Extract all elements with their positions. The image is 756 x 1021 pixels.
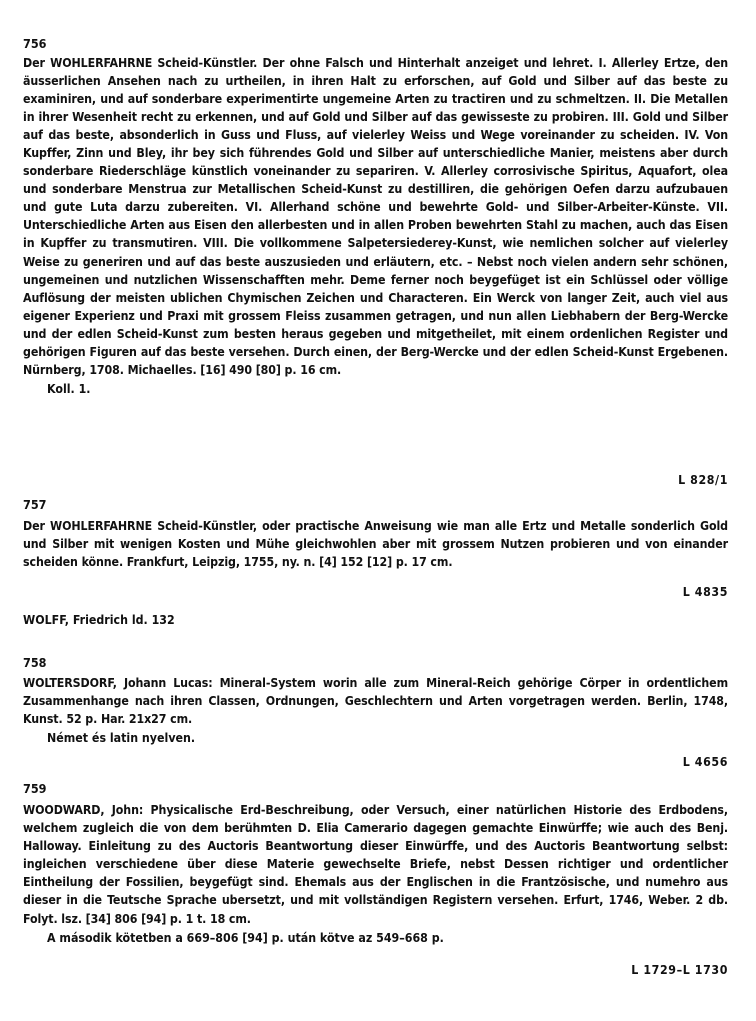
entry-signature: L 4835 <box>682 585 728 599</box>
entry-text: Der WOHLERFAHRNE Scheid-Künstler. Der ohne Falsch und Hinterhalt anzeiget und lehret. I. Allerley Ertze, den äusserlichen Ansehen nach zu urtheilen, in ihren Halt zu erforschen, auf Gold und Silber auf das beste zu examiniren, und auf sonderbare experimentirte ungemeine Arten zu tractiren und zu schmeltzen. II. Die Metallen in ihrer Wesenheit recht zu erkennen, und auf Gold und Silber auf das gewisseste zu probiren. III. Gold und Silber auf das beste, absonderlich in Guss und Fluss, auf vielerley Weiss und Wege voreinander zu scheiden. IV. Von Kupffer, Zinn und Bley, ihr bey sich führendes Gold und Silber auf unterschiedliche Manier, meistens aber durch sonderbare Riederschläge künstlich voneinander zu separiren. V. Allerley corrosivische Spiritus, Aquafort, olea und sonderbare Menstrua zur Metallischen Scheid-Kunst zu destilliren, die gehörigen Oefen darzu aufzubauen und gute Luta darzu zubereiten. VI. Allerhand schöne und bewehrte Gold- und Silber-Arbeiter-Künste. VII. Unterschiedliche Arten aus Eisen den allerbesten und in allen Proben bewehrten Stahl zu machen, auch das Eisen in Kupffer zu transmutiren. VIII. Die vollkommene Salpetersiederey-Kunst, wie nemlichen solcher auf vielerley Weise zu generiren und auf das beste auszusieden und erläutern, etc. – Nebst noch vielen andern sehr schönen, ungemeinen und nutzlichen Wissenschafften mehr. Deme ferner noch beygefüget ist ein Schlüssel oder völlige Auflösung der meisten ublichen Chymischen Zeichen und Characteren. Ein Werck von langer Zeit, auch viel aus eigener Experienz und Praxi mit grossem Fleiss zusammen getragen, und nun allen Liebhabern der Berg-Wercke und der edlen Scheid-Kunst zum besten heraus gegeben und mitgetheilet, mit einem ordenlichen Register und gehörigen Figuren auf das beste versehen. Durch einen, der Berg-Wercke und der edlen Scheid-Kunst Ergebenen. Nürnberg, 1708. Michaelles. [16] 490 [80] p. 16 cm. <box>23 56 728 377</box>
entry-number: 756 <box>23 36 47 51</box>
entry-number: 759 <box>23 781 47 796</box>
entry-note: Koll. 1. <box>47 381 91 396</box>
entry-signature: L 828/1 <box>678 473 728 487</box>
entry-signature: L 1729–L 1730 <box>631 963 728 977</box>
cross-reference: WOLFF, Friedrich ld. 132 <box>23 613 175 627</box>
entry-text: Der WOHLERFAHRNE Scheid-Künstler, oder practische Anweisung wie man alle Ertz und Metalle sonderlich Gold und Silber mit wenigen Kosten und Mühe gleichwohlen aber mit grossem Nutzen probieren und von einander scheiden könne. Frankfurt, Leipzig, 1755, ny. n. [4] 152 [12] p. 17 cm. <box>23 519 728 570</box>
entry-757 <box>23 496 728 571</box>
entry-759 <box>23 780 728 947</box>
entry-note: Német és latin nyelven. <box>47 731 196 746</box>
entry-756 <box>23 35 728 398</box>
entry-number: 757 <box>23 497 47 512</box>
entry-signature: L 4656 <box>682 755 728 769</box>
entry-758 <box>23 654 728 747</box>
entry-text: WOODWARD, John: Physicalische Erd-Beschreibung, oder Versuch, einer natürlichen Historie des Erdbodens, welchem zugleich die von dem berühmten D. Elia Camerario dagegen gemachte Einwürffe; wie auch des Benj. Halloway. Einleitung zu des Auctoris Beantwortung dieser Einwürffe, und des Auctoris Beantwortung selbst: ingleichen verschiedene über diese Materie gewechselte Briefe, nebst Dessen richtiger und ordentlicher Eintheilung der Fossilien, beygefügt sind. Ehemals aus der Englischen in die Frantzösische, und numehro aus dieser in die Teutsche Sprache ubersetzt, und mit vollständigen Registern versehen. Erfurt, 1746, Weber. 2 db. Folyt. lsz. [34] 806 [94] p. 1 t. 18 cm. <box>23 803 728 926</box>
entry-number: 758 <box>23 655 47 670</box>
entry-note: A második kötetben a 669–806 [94] p. után kötve az 549–668 p. <box>47 930 444 945</box>
entry-text: WOLTERSDORF, Johann Lucas: Mineral-System worin alle zum Mineral-Reich gehörige Cörper in ordentlichem Zusammenhange nach ihren Classen, Ordnungen, Geschlechtern und Arten vorgetragen werden. Berlin, 1748, Kunst. 52 p. Har. 21x27 cm. <box>23 676 728 727</box>
